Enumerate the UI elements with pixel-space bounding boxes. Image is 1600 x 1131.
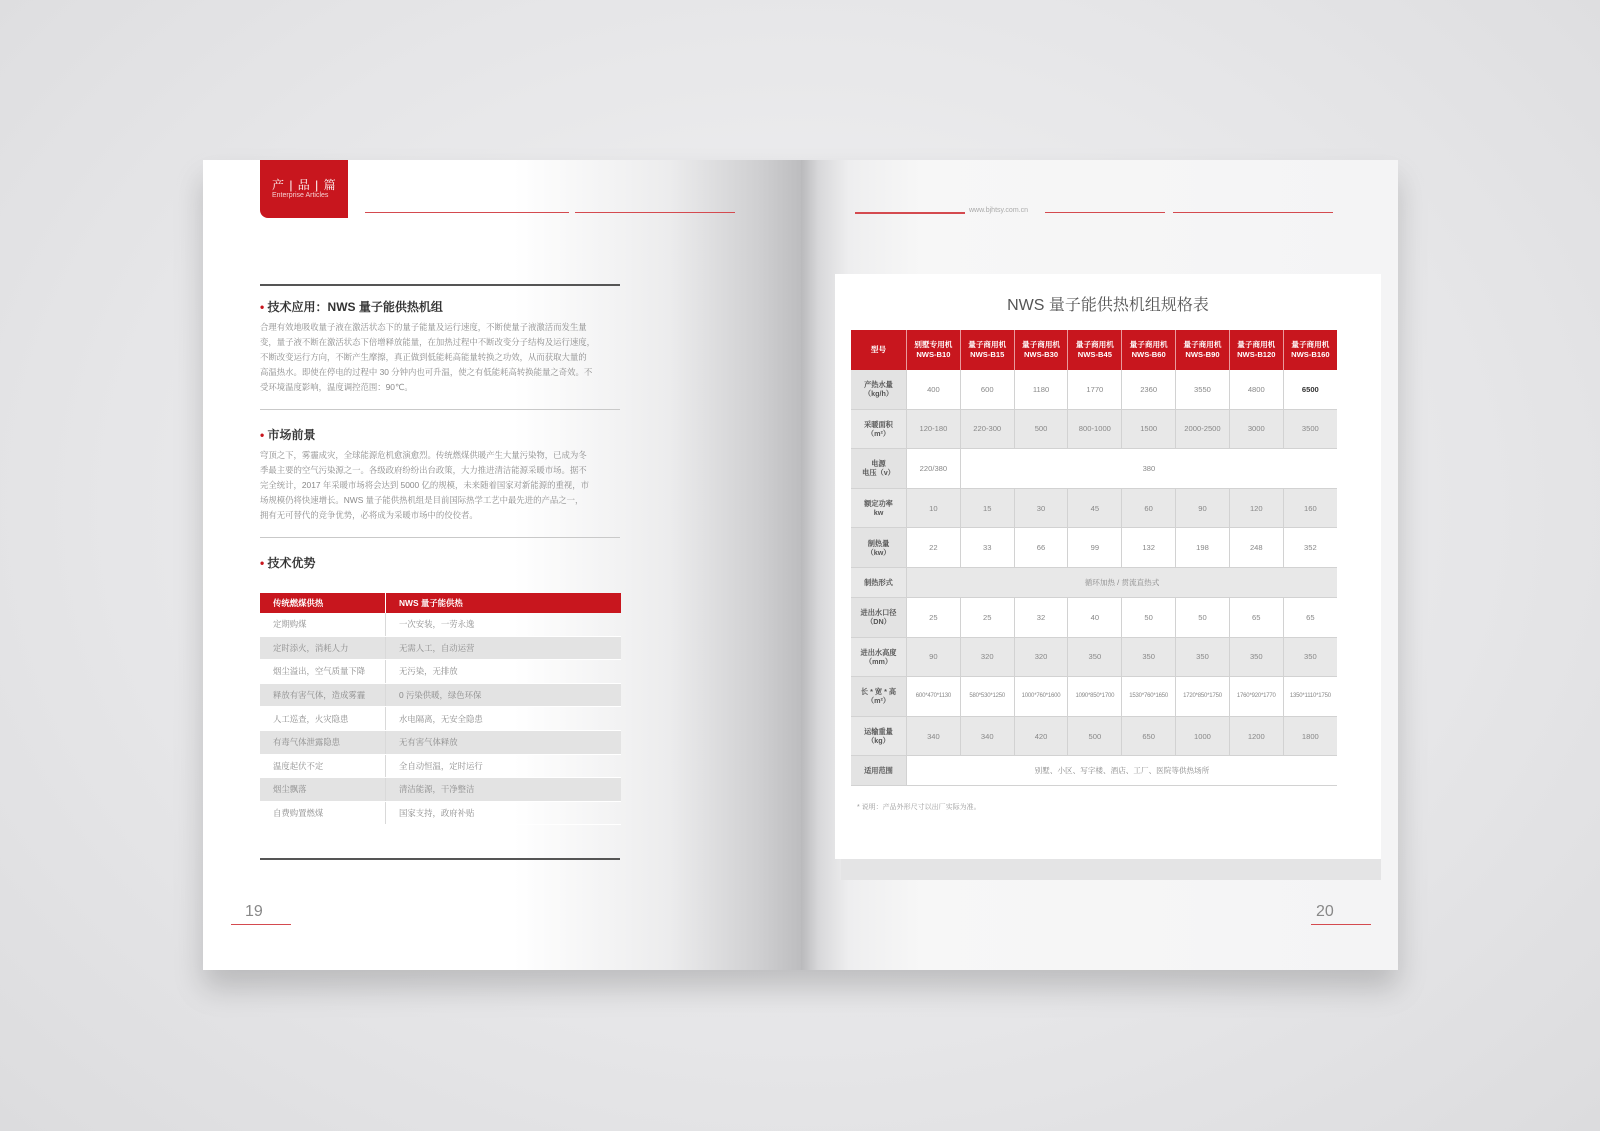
right-page (801, 160, 1398, 970)
page-number-rule (1311, 924, 1371, 925)
market-paragraph: 穹顶之下，雾霾成灾，全球能源危机愈演愈烈。传统燃煤供暖产生大量污染物，已成为冬 季最主要的空气污染源之一。各级政府纷纷出台政策，大力推进清洁能源采暖市场。据不 完全统计，2017 年采暖市场将会达到 5000 亿的规模，未来随着国家对新能源的重视，市 场规模仍将快速增长。NWS 量子能供热机组是目前国际热学工艺中最先进的产品之一， 拥有无可替代的竞争优势，必将成为采暖市场中的佼佼者。 (260, 450, 589, 520)
row-label: 采暖面积 （m²） (851, 409, 907, 449)
spec-card (835, 274, 1381, 859)
header-rule (1045, 212, 1165, 213)
application-paragraph: 合理有效地吸收量子液在激活状态下的量子能量及运行速度，不断使量子液激活而发生量 变，量子液不断在激活状态下倍增释放能量，在加热过程中不断改变分子结构及运行速度， 不断改变运行方向，不断产生摩擦，真正做到低能耗高能量转换之功效，从而获取大量的 高温热水。即使在停电的过程中 30 分钟内也可升温，使之有低能耗高转换能量之奇效。不 受环境温度影响，温度调控范围：90℃。 (260, 322, 595, 392)
left-page (203, 160, 801, 970)
table-row: 烟尘飘落 清洁能源，干净整洁 (260, 778, 621, 802)
column-header: 量子商用机 NWS-B45 (1068, 330, 1122, 370)
header-rule (365, 212, 569, 213)
section-title-market: • 市场前景 (260, 428, 316, 442)
table-row: 适用范围 别墅、小区、写字楼、酒店、工厂、医院等供热场所 (851, 756, 1337, 786)
table-row: 额定功率 kw 10 15 30 45 60 90 120 160 (851, 488, 1337, 528)
column-header: NWS 量子能供热 (386, 593, 622, 613)
row-label: 进出水高度 （mm） (851, 637, 907, 677)
table-row: 制热量 （kw） 22 33 66 99 132 198 248 352 (851, 528, 1337, 568)
column-header: 量子商用机 NWS-B160 (1283, 330, 1337, 370)
row-label: 长 * 宽 * 高 （m²） (851, 677, 907, 717)
divider (260, 537, 620, 538)
table-row: 温度起伏不定 全自动恒温，定时运行 (260, 754, 621, 778)
divider (260, 284, 620, 286)
column-header: 量子商用机 NWS-B90 (1176, 330, 1230, 370)
column-header: 量子商用机 NWS-B120 (1229, 330, 1283, 370)
website-url: www.bjhtsy.com.cn (969, 207, 1028, 214)
header-rule (855, 212, 965, 214)
row-label: 额定功率 kw (851, 488, 907, 528)
row-label: 产热水量 （kg/h） (851, 370, 907, 409)
table-row: 定时添火，消耗人力 无需人工，自动运营 (260, 636, 621, 660)
table-header-row (851, 330, 1337, 370)
row-label: 运输重量 （kg） (851, 716, 907, 756)
spec-table (851, 330, 1337, 786)
page-number: 20 (1316, 903, 1334, 920)
column-header: 量子商用机 NWS-B30 (1014, 330, 1068, 370)
spec-title: NWS 量子能供热机组规格表 (1007, 297, 1209, 314)
column-header: 传统燃煤供热 (260, 593, 386, 613)
footnote: * 说明：产品外形尺寸以出厂实际为准。 (857, 804, 981, 811)
section-tag-en: Enterprise Articles (272, 192, 329, 199)
table-row: 进出水口径 （DN） 25 25 32 40 50 50 65 65 (851, 597, 1337, 637)
table-row: 采暖面积 （m²） 120-180 220-300 500 800-1000 1500 2000-2500 3000 3500 (851, 409, 1337, 449)
table-row: 运输重量 （kg） 340 340 420 500 650 1000 1200 1800 (851, 716, 1337, 756)
table-row: 烟尘溢出，空气质量下降 无污染，无排放 (260, 660, 621, 684)
table-row: 有毒气体泄露隐患 无有害气体释放 (260, 730, 621, 754)
row-label: 电源 电压（v） (851, 449, 907, 489)
brochure-spread (203, 160, 1398, 970)
section-tag-cn: 产 | 品 | 篇 (272, 178, 337, 192)
column-header: 量子商用机 NWS-B15 (960, 330, 1014, 370)
table-row: 电源 电压（v） 220/380 380 (851, 449, 1337, 489)
header-rule (1173, 212, 1333, 213)
page-number: 19 (245, 903, 263, 920)
table-row: 释放有害气体，造成雾霾 0 污染供暖，绿色环保 (260, 683, 621, 707)
table-row: 进出水高度 （mm） 90 320 320 350 350 350 350 350 (851, 637, 1337, 677)
divider (260, 858, 620, 860)
advantages-table (260, 593, 621, 825)
row-label: 制热形式 (851, 567, 907, 597)
row-label: 适用范围 (851, 756, 907, 786)
section-title-advantages: • 技术优势 (260, 556, 316, 570)
table-row: 自费购置燃煤 国家支持，政府补贴 (260, 801, 621, 825)
table-header-row (260, 593, 621, 613)
row-label: 进出水口径 （DN） (851, 597, 907, 637)
column-header: 型号 (851, 330, 907, 370)
column-header: 别墅专用机 NWS-B10 (907, 330, 961, 370)
header-rule (575, 212, 735, 213)
page-number-rule (231, 924, 291, 925)
section-tag (260, 160, 348, 218)
table-row: 人工巡查，火灾隐患 水电隔离，无安全隐患 (260, 707, 621, 731)
column-header: 量子商用机 NWS-B60 (1122, 330, 1176, 370)
table-row: 制热形式 循环加热 / 贯流直热式 (851, 567, 1337, 597)
section-title-application: • 技术应用：NWS 量子能供热机组 (260, 300, 443, 314)
table-row: 长 * 宽 * 高 （m²） 600*470*1130 580*530*1250 1000*760*1600 1090*850*1700 1530*760*1650 1720*850*1750 1760*920*1770 1350*1110*1750 (851, 677, 1337, 717)
row-label: 制热量 （kw） (851, 528, 907, 568)
divider (260, 409, 620, 410)
table-row: 产热水量 （kg/h） 400 600 1180 1770 2360 3550 4800 6500 (851, 370, 1337, 409)
table-row: 定期购煤 一次安装，一劳永逸 (260, 613, 621, 636)
